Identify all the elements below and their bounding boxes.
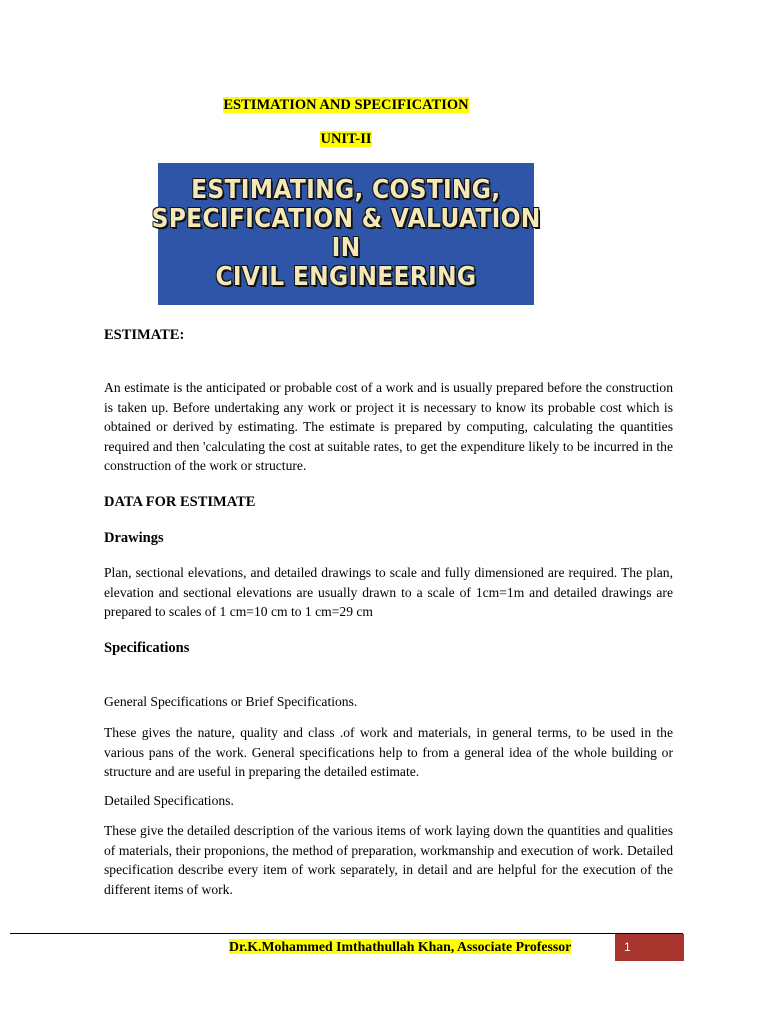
general-specifications-label: General Specifications or Brief Specifications. <box>104 694 358 709</box>
estimate-heading: ESTIMATE: <box>104 327 185 343</box>
banner-line-3: IN <box>331 233 361 263</box>
page-number-box <box>615 934 684 961</box>
detailed-specifications-label: Detailed Specifications. <box>104 793 234 808</box>
data-for-estimate-heading: DATA FOR ESTIMATE <box>104 494 256 510</box>
detailed-specifications-paragraph: These give the detailed description of the various items of work laying down the quantities and qualities of materials, their proponions, the method of preparation, workmanship and execution of work. Detailed specification describe every item of work separately, in detail and are helpful for the execution of the different items of work. <box>104 823 673 897</box>
footer-author <box>229 938 571 955</box>
banner-line-1: ESTIMATING, COSTING, <box>191 175 501 205</box>
general-specifications-paragraph: These gives the nature, quality and class .of work and materials, in general terms, to be used in the various pans of the work. General specifications help to from a general idea of the whole building or structure and are useful in preparing the detailed estimate. <box>104 725 673 780</box>
estimate-paragraph: An estimate is the anticipated or probable cost of a work and is usually prepared before the construction is taken up. Before undertaking any work or project it is necessary to know its probable cost which is obtained or derived by estimating. The estimate is prepared by computing, calculating the quantities required and then 'calculating the cost at suitable rates, to get the expenditure likely to be incurred in the construction of the work or structure. <box>104 380 673 474</box>
footer-author-text: Dr.K.Mohammed Imthathullah Khan, Associate Professor <box>229 939 572 954</box>
specifications-heading: Specifications <box>104 640 190 656</box>
drawings-paragraph: Plan, sectional elevations, and detailed drawings to scale and fully dimensioned are required. The plan, elevation and sectional elevations are usually drawn to a scale of 1cm=1m and detailed drawings are prepared to scales of 1 cm=10 cm to 1 cm=29 cm <box>104 565 673 620</box>
document-title-text: ESTIMATION AND SPECIFICATION <box>223 97 469 113</box>
document-title <box>0 97 692 114</box>
banner-line-2: SPECIFICATION & VALUATION <box>151 204 541 234</box>
unit-label <box>0 131 692 148</box>
footer-rule <box>10 933 683 934</box>
book-cover-banner <box>151 163 541 305</box>
unit-label-text: UNIT-II <box>320 131 372 147</box>
drawings-heading: Drawings <box>104 530 164 546</box>
banner-line-4: CIVIL ENGINEERING <box>215 262 477 292</box>
page-number: 1 <box>624 940 631 954</box>
